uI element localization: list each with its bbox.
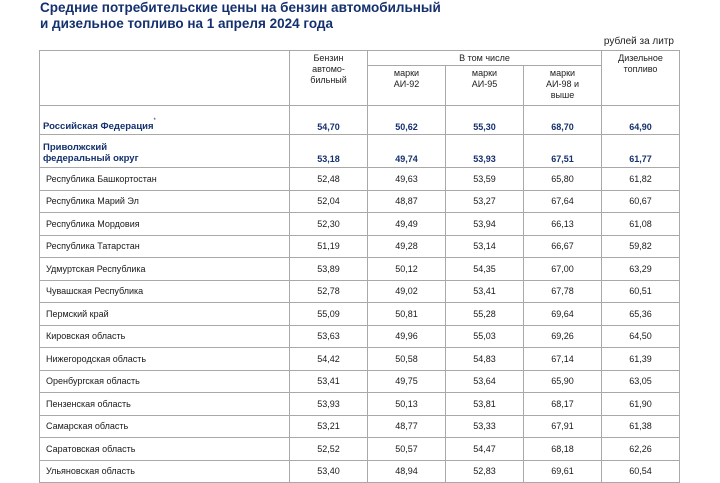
row-name: Удмуртская Республика bbox=[40, 258, 290, 281]
cell-value: 50,62 bbox=[368, 106, 446, 135]
table-row bbox=[40, 190, 680, 213]
cell-value: 61,90 bbox=[602, 393, 680, 416]
cell-value: 61,39 bbox=[602, 348, 680, 371]
cell-value: 54,35 bbox=[446, 258, 524, 281]
row-name: Республика Марий Эл bbox=[40, 190, 290, 213]
table-row bbox=[40, 370, 680, 393]
row-name: Пермский край bbox=[40, 303, 290, 326]
cell-value: 49,28 bbox=[368, 235, 446, 258]
cell-value: 59,82 bbox=[602, 235, 680, 258]
table-row bbox=[40, 280, 680, 303]
fuel-price-table bbox=[39, 50, 680, 483]
table-row bbox=[40, 258, 680, 281]
cell-value: 53,93 bbox=[446, 135, 524, 168]
cell-value: 50,81 bbox=[368, 303, 446, 326]
cell-value: 65,90 bbox=[524, 370, 602, 393]
cell-value: 50,13 bbox=[368, 393, 446, 416]
cell-value: 53,18 bbox=[290, 135, 368, 168]
table-row bbox=[40, 168, 680, 191]
cell-value: 69,61 bbox=[524, 460, 602, 483]
cell-value: 53,41 bbox=[446, 280, 524, 303]
cell-value: 49,49 bbox=[368, 213, 446, 236]
table-row bbox=[40, 325, 680, 348]
cell-value: 62,26 bbox=[602, 438, 680, 461]
cell-value: 52,04 bbox=[290, 190, 368, 213]
cell-value: 49,02 bbox=[368, 280, 446, 303]
title-line-1: Средние потребительские цены на бензин автомобильный bbox=[40, 0, 441, 15]
cell-value: 61,77 bbox=[602, 135, 680, 168]
header-ai92: марки АИ-92 bbox=[368, 66, 446, 106]
cell-value: 55,30 bbox=[446, 106, 524, 135]
table-row bbox=[40, 438, 680, 461]
cell-value: 53,64 bbox=[446, 370, 524, 393]
cell-value: 67,78 bbox=[524, 280, 602, 303]
cell-value: 67,51 bbox=[524, 135, 602, 168]
cell-value: 51,19 bbox=[290, 235, 368, 258]
cell-value: 66,13 bbox=[524, 213, 602, 236]
cell-value: 60,51 bbox=[602, 280, 680, 303]
cell-value: 61,82 bbox=[602, 168, 680, 191]
row-name-pfo: Приволжский федеральный округ bbox=[40, 135, 290, 168]
cell-value: 52,83 bbox=[446, 460, 524, 483]
cell-value: 52,52 bbox=[290, 438, 368, 461]
cell-value: 53,93 bbox=[290, 393, 368, 416]
cell-value: 54,47 bbox=[446, 438, 524, 461]
cell-value: 50,58 bbox=[368, 348, 446, 371]
cell-value: 52,48 bbox=[290, 168, 368, 191]
row-name: Нижегородская область bbox=[40, 348, 290, 371]
cell-value: 53,27 bbox=[446, 190, 524, 213]
cell-value: 53,94 bbox=[446, 213, 524, 236]
row-name: Кировская область bbox=[40, 325, 290, 348]
row-name: Самарская область bbox=[40, 415, 290, 438]
header-gasoline: Бензин автомо-бильный bbox=[290, 51, 368, 106]
cell-value: 63,05 bbox=[602, 370, 680, 393]
footnote-mark: * bbox=[153, 118, 156, 124]
cell-value: 60,67 bbox=[602, 190, 680, 213]
cell-value: 49,96 bbox=[368, 325, 446, 348]
cell-value: 49,74 bbox=[368, 135, 446, 168]
cell-value: 69,64 bbox=[524, 303, 602, 326]
cell-value: 54,42 bbox=[290, 348, 368, 371]
cell-value: 49,75 bbox=[368, 370, 446, 393]
cell-value: 66,67 bbox=[524, 235, 602, 258]
table-row-pfo bbox=[40, 135, 680, 168]
cell-value: 54,83 bbox=[446, 348, 524, 371]
cell-value: 55,28 bbox=[446, 303, 524, 326]
cell-value: 53,14 bbox=[446, 235, 524, 258]
cell-value: 55,03 bbox=[446, 325, 524, 348]
cell-value: 48,94 bbox=[368, 460, 446, 483]
cell-value: 68,17 bbox=[524, 393, 602, 416]
cell-value: 53,40 bbox=[290, 460, 368, 483]
row-name: Пензенская область bbox=[40, 393, 290, 416]
cell-value: 53,81 bbox=[446, 393, 524, 416]
cell-value: 69,26 bbox=[524, 325, 602, 348]
page-title bbox=[40, 0, 441, 32]
cell-value: 60,54 bbox=[602, 460, 680, 483]
cell-value: 52,78 bbox=[290, 280, 368, 303]
row-name: Чувашская Республика bbox=[40, 280, 290, 303]
row-name: Саратовская область bbox=[40, 438, 290, 461]
cell-value: 53,41 bbox=[290, 370, 368, 393]
cell-value: 53,33 bbox=[446, 415, 524, 438]
cell-value: 61,38 bbox=[602, 415, 680, 438]
row-name: Республика Мордовия bbox=[40, 213, 290, 236]
cell-value: 67,64 bbox=[524, 190, 602, 213]
header-region bbox=[40, 51, 290, 106]
cell-value: 48,77 bbox=[368, 415, 446, 438]
table-row bbox=[40, 213, 680, 236]
table-row bbox=[40, 235, 680, 258]
row-name: Ульяновская область bbox=[40, 460, 290, 483]
table-row bbox=[40, 348, 680, 371]
cell-value: 67,14 bbox=[524, 348, 602, 371]
table-row bbox=[40, 460, 680, 483]
cell-value: 67,00 bbox=[524, 258, 602, 281]
cell-value: 50,57 bbox=[368, 438, 446, 461]
cell-value: 64,90 bbox=[602, 106, 680, 135]
unit-label: рублей за литр bbox=[603, 36, 674, 47]
cell-value: 53,59 bbox=[446, 168, 524, 191]
table-row-rf bbox=[40, 106, 680, 135]
row-name: Оренбургская область bbox=[40, 370, 290, 393]
cell-value: 65,36 bbox=[602, 303, 680, 326]
cell-value: 61,08 bbox=[602, 213, 680, 236]
table-row bbox=[40, 303, 680, 326]
cell-value: 67,91 bbox=[524, 415, 602, 438]
header-diesel: Дизельное топливо bbox=[602, 51, 680, 106]
header-ai98: марки АИ-98 и выше bbox=[524, 66, 602, 106]
header-ai95: марки АИ-95 bbox=[446, 66, 524, 106]
header-including: В том числе bbox=[368, 51, 602, 66]
row-name-rf: Российская Федерация* bbox=[40, 106, 290, 135]
cell-value: 68,70 bbox=[524, 106, 602, 135]
cell-value: 48,87 bbox=[368, 190, 446, 213]
cell-value: 65,80 bbox=[524, 168, 602, 191]
row-name: Республика Татарстан bbox=[40, 235, 290, 258]
title-line-2: и дизельное топливо на 1 апреля 2024 года bbox=[40, 16, 333, 31]
cell-value: 53,89 bbox=[290, 258, 368, 281]
cell-value: 68,18 bbox=[524, 438, 602, 461]
cell-value: 53,21 bbox=[290, 415, 368, 438]
row-name: Республика Башкортостан bbox=[40, 168, 290, 191]
cell-value: 63,29 bbox=[602, 258, 680, 281]
table-row bbox=[40, 415, 680, 438]
cell-value: 50,12 bbox=[368, 258, 446, 281]
cell-value: 64,50 bbox=[602, 325, 680, 348]
cell-value: 53,63 bbox=[290, 325, 368, 348]
cell-value: 55,09 bbox=[290, 303, 368, 326]
cell-value: 54,70 bbox=[290, 106, 368, 135]
cell-value: 52,30 bbox=[290, 213, 368, 236]
table-row bbox=[40, 393, 680, 416]
cell-value: 49,63 bbox=[368, 168, 446, 191]
